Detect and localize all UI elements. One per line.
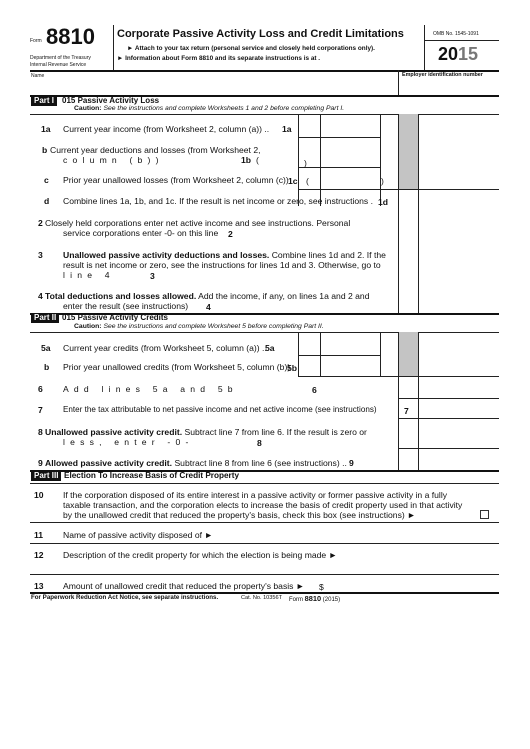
- line-10-text-3: by the unallowed credit that reduced the property's basis, check this box (see instructions) ►: [63, 510, 416, 520]
- line-1c-number: c: [44, 175, 49, 185]
- line-5a-text: Current year credits (from Worksheet 5, column (a)) ..: [63, 343, 267, 353]
- line-8-code: 8: [257, 438, 262, 448]
- info-instruction: ► Information about Form 8810 and its separate instructions is at .: [117, 55, 321, 62]
- line-13-dollar: $: [319, 582, 324, 592]
- line-1a-code: 1a: [282, 124, 292, 134]
- line-13-text: Amount of unallowed credit that reduced the property's basis ►: [63, 581, 305, 591]
- line-9-text: Allowed passive activity credit. Subtract line 8 from line 6 (see instructions) ..: [45, 458, 347, 468]
- line-8-text-2: less, enter -0-: [63, 437, 194, 447]
- line-10-text-2: taxable transaction, and the corporation elects to increase the basis of credit property used in that activity: [63, 500, 463, 510]
- line-12-number: 12: [34, 550, 44, 560]
- line-10-number: 10: [34, 490, 44, 500]
- line-5a-amount-field[interactable]: [322, 334, 378, 354]
- line-12-text: Description of the credit property for which the election is being made ►: [63, 550, 338, 560]
- line-4-text-2: enter the result (see instructions): [63, 301, 189, 311]
- election-checkbox[interactable]: [480, 510, 489, 519]
- line-1d-text: Combine lines 1a, 1b, and 1c. If the result is net income or zero, see instructions .: [63, 196, 374, 206]
- line-1a-number: 1a: [41, 124, 51, 134]
- line-1c-text: Prior year unallowed losses (from Worksheet 2, column (c)): [63, 175, 289, 185]
- line-7-amount-field[interactable]: [420, 400, 497, 416]
- department-line-2: Internal Revenue Service: [30, 62, 87, 68]
- line-8-text: Unallowed passive activity credit. Subtract line 7 from line 6. If the result is zero or: [45, 427, 367, 437]
- line-1c-code: 1c: [288, 176, 298, 186]
- omb-number: OMB No. 1545-1091: [433, 31, 479, 37]
- line-3-number: 3: [38, 250, 43, 260]
- department-line-1: Department of the Treasury: [30, 55, 91, 61]
- line-7-number: 7: [38, 405, 43, 415]
- line-9-code: 9: [349, 458, 354, 468]
- line-6-text: Add lines 5a and 5b: [63, 384, 238, 394]
- line-5b-text: Prior year unallowed credits (from Worksheet 5, column (b)): [63, 362, 291, 372]
- line-4-amount-field[interactable]: [420, 287, 497, 311]
- line-4-number: 4: [38, 291, 43, 301]
- line-1b-text-2: column (b)): [63, 155, 164, 165]
- unallowed-credit-amount-field[interactable]: [327, 577, 497, 591]
- line-11-text: Name of passive activity disposed of ►: [63, 530, 213, 540]
- line-1c-paren-close: ): [381, 176, 384, 186]
- line-2-number: 2: [38, 218, 43, 228]
- line-1d-code: 1d: [378, 197, 389, 207]
- line-5a-number: 5a: [41, 343, 51, 353]
- line-8-amount-field[interactable]: [420, 421, 497, 445]
- part1-caution: Caution: See the instructions and complete Worksheets 1 and 2 before completing Part I.: [74, 105, 345, 112]
- part1-title: 015 Passive Activity Loss: [62, 96, 160, 105]
- line-1d-number: d: [44, 196, 50, 206]
- line-4-code: 4: [206, 302, 211, 312]
- ein-label: Employer identification number: [402, 72, 483, 78]
- part1-badge: Part I: [31, 96, 57, 106]
- form-word: Form: [30, 38, 42, 44]
- line-11-number: 11: [34, 530, 44, 540]
- footer-form-id: Form 8810 (2015): [289, 594, 341, 603]
- line-5a-code: 5a: [265, 343, 275, 353]
- form-number: 8810: [46, 24, 95, 49]
- line-13-number: 13: [34, 581, 44, 591]
- line-1c-paren-open: (: [306, 176, 309, 186]
- part3-badge: Part III: [31, 471, 61, 481]
- paperwork-notice: For Paperwork Reduction Act Notice, see separate instructions.: [31, 594, 219, 601]
- line-1c-amount-field[interactable]: [322, 169, 378, 187]
- name-label: Name: [31, 73, 45, 79]
- catalog-number: Cat. No. 10356T: [241, 595, 283, 601]
- line-10-text-1: If the corporation disposed of its entire interest in a passive activity or former passive activity in a fully: [63, 490, 448, 500]
- line-3-text-3: line 4: [63, 270, 115, 280]
- line-2-code: 2: [228, 229, 233, 239]
- line-3-amount-field[interactable]: [420, 246, 497, 279]
- line-1b-code: 1b: [241, 155, 252, 165]
- line-1b-text: Current year deductions and losses (from Worksheet 2,: [50, 145, 261, 155]
- line-3-text: Unallowed passive activity deductions and losses. Combine lines 1d and 2. If the: [63, 250, 386, 260]
- ein-field[interactable]: [402, 80, 497, 94]
- name-field[interactable]: [31, 80, 395, 94]
- line-1b-paren-open: (: [256, 155, 259, 165]
- part3-title: Election To Increase Basis of Credit Property: [64, 471, 240, 480]
- line-1a-amount-field[interactable]: [322, 116, 378, 136]
- line-2-text-2: service corporations enter -0- on this line: [63, 228, 219, 238]
- attach-instruction: ► Attach to your tax return (personal service and closely held corporations only).: [127, 45, 375, 52]
- line-1a-text: Current year income (from Worksheet 2, column (a)) ..: [63, 124, 270, 134]
- line-6-number: 6: [38, 384, 43, 394]
- line-1b-amount-field[interactable]: [322, 139, 378, 166]
- line-7-text: Enter the tax attributable to net passive income and net active income (see instructions): [63, 405, 377, 414]
- line-7-code: 7: [404, 406, 409, 416]
- passive-activity-name-field[interactable]: [218, 525, 497, 541]
- line-1d-amount-field[interactable]: [420, 191, 497, 209]
- line-2-text: Closely held corporations enter net active income and see instructions. Personal: [45, 218, 351, 228]
- line-3-code: 3: [150, 271, 155, 281]
- line-2-amount-field[interactable]: [420, 214, 497, 238]
- form-title: Corporate Passive Activity Loss and Credit Limitations: [117, 28, 404, 40]
- part2-title: 015 Passive Activity Credits: [62, 313, 168, 322]
- line-5b-code: 5b: [287, 363, 298, 373]
- line-1b-paren-close: ): [304, 158, 307, 168]
- part2-caution: Caution: See the instructions and complete Worksheet 5 before completing Part II.: [74, 323, 324, 330]
- credit-property-description-field[interactable]: [342, 545, 497, 561]
- line-1b-number: b: [42, 145, 48, 155]
- line-5b-amount-field[interactable]: [322, 357, 378, 375]
- line-8-number: 8: [38, 427, 43, 437]
- line-9-number: 9: [38, 458, 43, 468]
- line-9-amount-field[interactable]: [420, 450, 497, 468]
- tax-year: 2015: [438, 44, 479, 64]
- line-6-amount-field[interactable]: [420, 378, 497, 396]
- line-4-text: Total deductions and losses allowed. Add the income, if any, on lines 1a and 2 and: [45, 291, 370, 301]
- line-5b-number: b: [44, 362, 50, 372]
- line-6-code: 6: [312, 385, 317, 395]
- line-3-text-2: result is net income or zero, see the instructions for lines 1d and 3. Otherwise, go to: [63, 260, 381, 270]
- part2-badge: Part II: [31, 313, 59, 323]
